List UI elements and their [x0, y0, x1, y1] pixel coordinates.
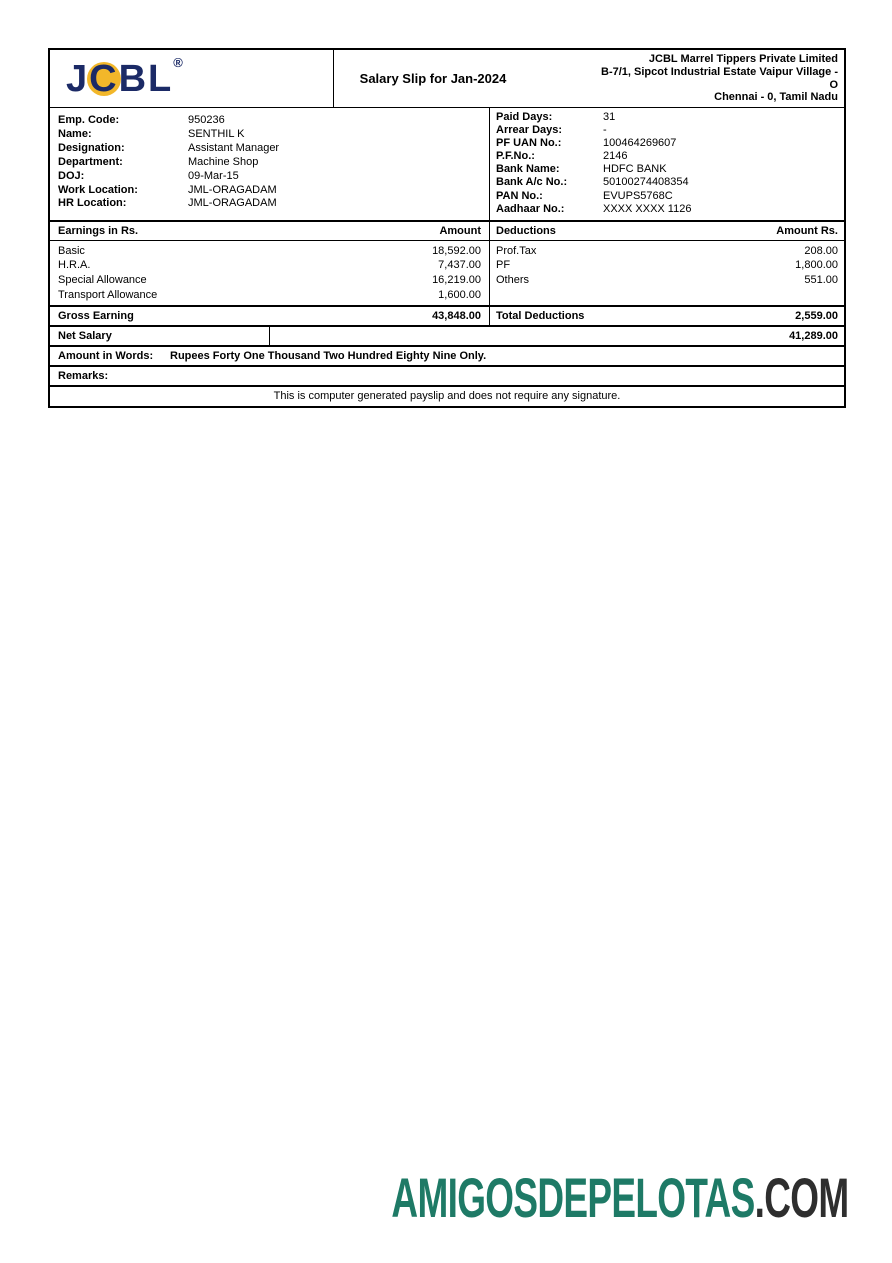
earning-row-transport-allowance — [58, 288, 481, 303]
computer-generated-note: This is computer generated payslip and does not require any signature. — [273, 390, 621, 403]
remarks-label: Remarks: — [58, 370, 109, 383]
info-value: Machine Shop — [188, 155, 259, 168]
deduction-row-prof-tax — [496, 244, 838, 259]
info-row-pf-uan — [496, 137, 838, 150]
gross-earning-amount: 43,848.00 — [432, 310, 481, 323]
jcbl-logo — [66, 54, 185, 100]
info-label: PAN No.: — [496, 189, 543, 202]
address-line-2: O — [829, 78, 838, 91]
earning-row-basic — [58, 244, 481, 259]
info-value: XXXX XXXX 1126 — [603, 202, 692, 215]
amount-in-words-text: Rupees Forty One Thousand Two Hundred Eighty Nine Only. — [170, 350, 487, 363]
earning-row-hra — [58, 258, 481, 273]
info-label: Aadhaar No.: — [496, 202, 565, 215]
company-address — [532, 50, 844, 107]
earning-label: Special Allowance — [58, 273, 147, 286]
info-label: Paid Days: — [496, 111, 553, 123]
info-row-bank-name — [496, 163, 838, 176]
net-salary-label: Net Salary — [50, 327, 270, 345]
total-deductions-cell — [490, 307, 844, 325]
info-value: JML-ORAGADAM — [188, 197, 277, 210]
info-label: Emp. Code: — [58, 114, 120, 126]
info-label: P.F.No.: — [496, 150, 535, 163]
earning-row-special-allowance — [58, 273, 481, 288]
gross-earning-cell — [50, 307, 490, 325]
deductions-amount-header: Amount Rs. — [776, 224, 838, 237]
info-value: Assistant Manager — [188, 141, 280, 154]
info-row-name — [58, 128, 481, 142]
info-value: 09-Mar-15 — [188, 169, 239, 182]
earning-amount: 7,437.00 — [438, 259, 481, 272]
payslip-title: Salary Slip for Jan-2024 — [359, 71, 507, 86]
earnings-column — [50, 241, 490, 305]
earning-label: Transport Allowance — [58, 288, 158, 301]
info-row-paid-days — [496, 111, 838, 124]
address-line-1: B-7/1, Sipcot Industrial Estate Vaipur Village - — [601, 65, 838, 78]
total-deductions-amount: 2,559.00 — [795, 310, 838, 323]
earning-label: H.R.A. — [58, 259, 91, 272]
watermark-suffix-text: .COM — [754, 1166, 848, 1229]
site-watermark — [390, 1166, 848, 1229]
earnings-header-cell — [50, 222, 490, 240]
info-label: DOJ: — [58, 169, 85, 182]
logo-letter-c: C — [89, 57, 119, 100]
employee-info-right — [490, 108, 844, 220]
gross-earning-label: Gross Earning — [58, 310, 134, 323]
info-row-doj — [58, 170, 481, 184]
info-value: 31 — [603, 111, 616, 123]
deduction-label: PF — [496, 259, 511, 272]
info-value: 2146 — [603, 150, 628, 163]
info-value: 100464269607 — [603, 137, 677, 150]
deduction-row-others — [496, 273, 838, 288]
info-value: SENTHIL K — [188, 127, 245, 140]
deduction-amount: 551.00 — [804, 273, 838, 286]
deductions-header-label: Deductions — [496, 224, 556, 237]
earnings-amount-header: Amount — [439, 224, 481, 237]
payslip-document — [48, 48, 846, 408]
deduction-row-pf — [496, 258, 838, 273]
amount-in-words-label: Amount in Words: — [58, 350, 154, 363]
info-label: Arrear Days: — [496, 124, 563, 137]
info-row-pf-no — [496, 150, 838, 163]
company-logo — [50, 50, 334, 107]
registered-trademark-icon: ® — [173, 54, 185, 70]
earning-label: Basic — [58, 244, 85, 257]
logo-letter-j: J — [66, 57, 90, 100]
deduction-amount: 1,800.00 — [795, 259, 838, 272]
logo-letters-bl: BL — [118, 57, 174, 100]
info-label: HR Location: — [58, 197, 127, 210]
earning-amount: 1,600.00 — [438, 288, 481, 301]
deduction-label: Prof.Tax — [496, 244, 537, 257]
totals-row — [50, 307, 844, 327]
info-value: - — [603, 124, 607, 137]
info-value: EVUPS5768C — [603, 189, 673, 202]
deduction-label: Others — [496, 273, 530, 286]
net-salary-row — [50, 327, 844, 347]
info-row-emp-code — [58, 114, 481, 128]
info-label: Designation: — [58, 141, 125, 154]
info-row-department — [58, 156, 481, 170]
info-label: Bank A/c No.: — [496, 176, 568, 189]
watermark-main-text: AMIGOSDEPELOTAS — [390, 1166, 755, 1229]
info-row-arrear-days — [496, 124, 838, 137]
info-row-hr-location — [58, 197, 481, 211]
earning-amount: 18,592.00 — [432, 244, 481, 257]
info-label: PF UAN No.: — [496, 137, 562, 150]
deduction-amount: 208.00 — [804, 244, 838, 257]
info-row-designation — [58, 142, 481, 156]
deductions-header-cell — [490, 222, 844, 240]
earning-amount: 16,219.00 — [432, 273, 481, 286]
remarks-row — [50, 367, 844, 387]
total-deductions-label: Total Deductions — [496, 310, 585, 323]
table-body — [50, 241, 844, 307]
amount-in-words-row — [50, 347, 844, 367]
employee-info-left — [50, 108, 490, 220]
info-row-bank-account — [496, 176, 838, 189]
info-label: Name: — [58, 127, 92, 140]
deductions-column — [490, 241, 844, 305]
address-line-3: Chennai - 0, Tamil Nadu — [714, 91, 838, 104]
info-value: 950236 — [188, 114, 225, 126]
info-value: 50100274408354 — [603, 176, 689, 189]
info-label: Department: — [58, 155, 123, 168]
earnings-header-label: Earnings in Rs. — [58, 224, 139, 237]
table-header-row — [50, 222, 844, 241]
info-row-aadhaar — [496, 203, 838, 216]
info-row-pan — [496, 190, 838, 203]
info-label: Work Location: — [58, 183, 138, 196]
net-salary-amount: 41,289.00 — [789, 330, 838, 343]
info-value: JML-ORAGADAM — [188, 183, 277, 196]
employee-info-section — [50, 108, 844, 222]
info-row-work-location — [58, 184, 481, 198]
payslip-header — [50, 50, 844, 108]
company-name: JCBL Marrel Tippers Private Limited — [648, 53, 838, 65]
info-label: Bank Name: — [496, 163, 560, 176]
info-value: HDFC BANK — [603, 163, 667, 176]
